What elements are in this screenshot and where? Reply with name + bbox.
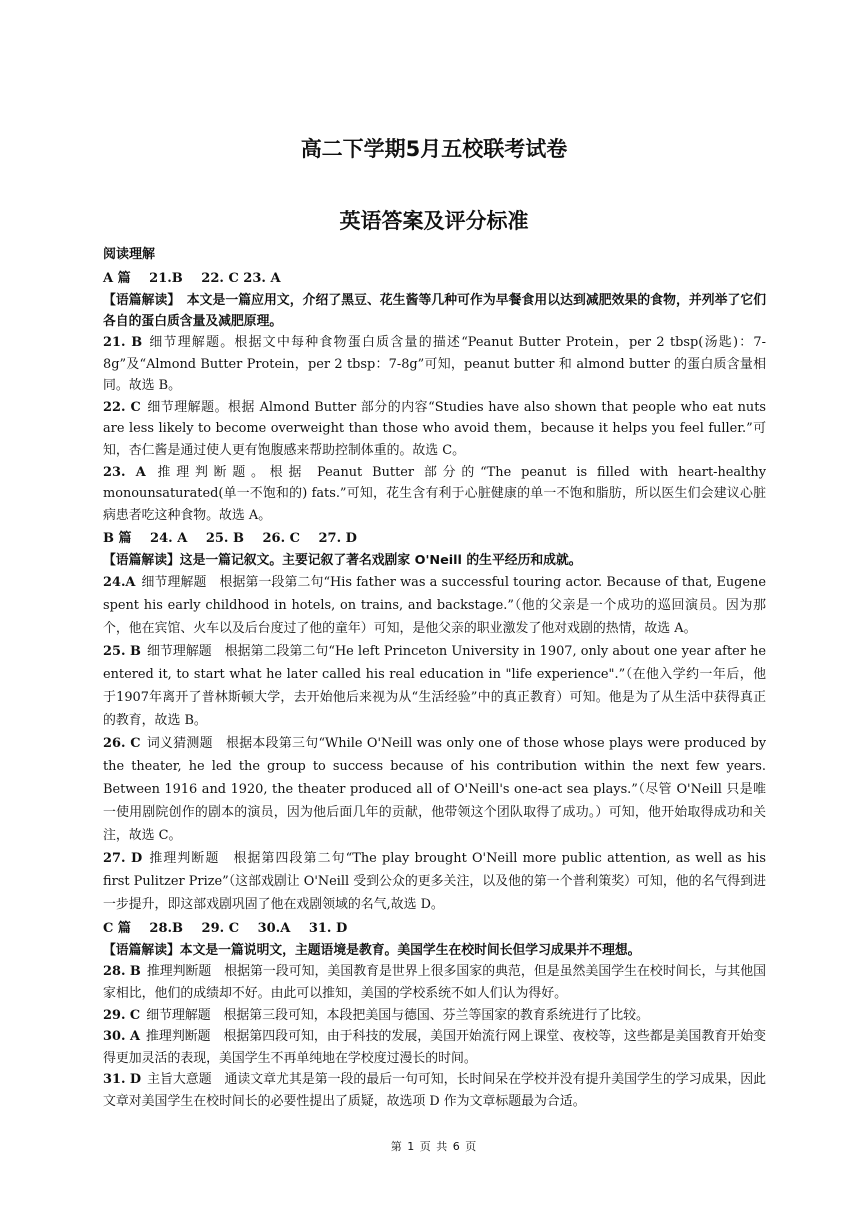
question-explanation (103, 332, 766, 397)
question-number: 21. B (103, 335, 143, 350)
explanation-text: 细节理解题。根据 Almond Butter 部分的内容“Studies have also shown that people who eat nuts are less likely to become overweight than those who avoid them，because it helps you feel fuller.”可知，杏仁酱是通过使人更有饱腹感来帮助控制体重的。故选 C。 (103, 399, 766, 458)
explanation-text: 细节理解题 根据第一段第二句“His father was a successful touring actor. Because of that, Eugene spent his early childhood in hotels, on trains, and backstage.”（他的父亲是一个成功的巡回演员。因为那个，他在宾馆、火车以及后台度过了他的童年）可知，是他父亲的职业激发了他对戏剧的热情，故选 A。 (103, 575, 766, 637)
question-explanation (103, 640, 766, 732)
explanation-text: 推理判断题。根据 Peanut Butter 部分的“The peanut is filled with heart-healthy monounsaturated(单一不饱和的) fats.”可知，花生含有利于心脏健康的单一不饱和脂肪，所以医生们会建议心脏病患者吃这种食物。故选 A。 (103, 464, 766, 523)
question-number: 26. C (103, 736, 141, 752)
question-number: 25. B (103, 644, 141, 660)
page-subtitle: 英语答案及评分标准 (339, 209, 529, 233)
question-number: 28. B (103, 964, 141, 980)
answer-value: 24. A (150, 531, 188, 547)
passage-label: A 篇 (103, 271, 131, 286)
question-explanation (103, 1026, 766, 1069)
question-explanation (103, 1005, 766, 1027)
answer-key-line (103, 918, 766, 940)
question-number: 22. C (103, 399, 141, 415)
question-explanation (103, 1069, 766, 1112)
explanation-text: 词义猜测题 根据本段第三句“While O'Neill was only one of those whose plays were produced by the theater, he led the group to success because of his contribution within the next few years. Between 1916 and 1920, the theater produced all of O'Neill's one-act sea plays.”（尽管 O'Neill 只是唯一使用剧院创作的剧本的演员，因为他后面几年的贡献，他带领这个团队取得了成功。）可知，他开始取得成功和关注，故选 C。 (103, 736, 766, 844)
explanation-text: 主旨大意题 通读文章尤其是第一段的最后一句可知，长时间呆在学校并没有提升美国学生的学习成果，因此文章对美国学生在校时间长的必要性提出了质疑，故选项 D 作为文章标题最为合适。 (103, 1072, 767, 1109)
question-explanation (103, 732, 766, 847)
question-explanation (103, 961, 766, 1004)
passage-label: B 篇 (103, 531, 132, 547)
page-footer: 第 1 页 共 6 页 (390, 1140, 478, 1153)
answer-value: 25. B (205, 531, 244, 547)
answer-value: 21.B (149, 271, 183, 286)
passage-c (103, 918, 766, 1112)
question-explanation (103, 462, 766, 527)
explanation-text: 细节理解题。根据文中每种食物蛋白质含量的描述“Peanut Butter Protein，per 2 tbsp(汤匙)：7-8g”及“Almond Butter Protein，per 2 tbsp：7-8g”可知，peanut butter 和 almond butter 的蛋白质含量相同。故选 B。 (103, 335, 766, 394)
answer-value: 26. C (262, 531, 300, 547)
explanation-text: 细节理解题 根据第二段第二句“He left Princeton University in 1907, only about one year after he entered it, to start what he later called his real education in "life experience".”（在他入学约一年后，他于1907年离开了普林斯顿大学，去开始他后来视为从“生活经验”中的真正教育）可知。他是为了从生活中获得真正的教育，故选 B。 (103, 644, 767, 729)
passage-intro: 【语篇解读】 本文是一篇应用文，介绍了黑豆、花生酱等几种可作为早餐食用以达到减肥效果的食物，并列举了它们各自的蛋白质含量及减肥原理。 (103, 293, 766, 329)
answer-key-line (103, 268, 766, 290)
explanation-text: 推理判断题 根据第一段可知，美国教育是世界上很多国家的典范，但是虽然美国学生在校时间长，与其他国家相比，他们的成绩却不好。由此可以推知，美国的学校系统不如人们认为得好。 (103, 964, 767, 1001)
explanation-text: 推理判断题 根据第四段第二句“The play brought O'Neill more public attention, as well as his first Pulitzer Prize”（这部戏剧让 O'Neill 受到公众的更多关注，以及他的第一个普利策奖）可知，他的名气得到进一步提升，即这部戏剧巩固了他在戏剧领域的名气,故选 D。 (103, 851, 767, 913)
answer-value: 30.A (257, 921, 291, 937)
question-explanation (103, 397, 766, 462)
explanation-text: 细节理解题 根据第三段可知，本段把美国与德国、芬兰等国家的教育系统进行了比较。 (146, 1007, 649, 1023)
answer-value: 22. C 23. A (201, 271, 281, 286)
answer-value: 31. D (308, 921, 348, 937)
question-number: 29. C (103, 1007, 141, 1023)
answer-key-line (103, 528, 766, 550)
question-number: 23. A (103, 464, 146, 480)
passage-intro: 【语篇解读】本文是一篇说明文，主题语境是教育。美国学生在校时间长但学习成果并不理想。 (103, 943, 641, 959)
passage-b (103, 528, 766, 916)
question-explanation (103, 571, 766, 640)
question-number: 31. D (103, 1072, 142, 1088)
question-number: 27. D (103, 851, 143, 867)
question-number: 30. A (103, 1029, 140, 1045)
section-heading: 阅读理解 (103, 247, 156, 262)
explanation-text: 推理判断题 根据第四段可知，由于科技的发展，美国开始流行网上课堂、夜校等，这些都是美国教育开始变得更加灵活的表现，美国学生不再单纯地在学校度过漫长的时间。 (103, 1029, 767, 1066)
passage-a (103, 268, 766, 526)
answer-value: 27. D (318, 531, 357, 547)
answer-value: 29. C (201, 921, 240, 937)
question-number: 24.A (103, 575, 136, 591)
question-explanation (103, 847, 766, 916)
answer-value: 28.B (149, 921, 184, 937)
page-title: 高二下学期5月五校联考试卷 (300, 137, 568, 161)
passage-intro: 【语篇解读】这是一篇记叙文。主要记叙了著名戏剧家 O'Neill 的生平经历和成就。 (103, 553, 582, 569)
passage-label: C 篇 (103, 921, 131, 937)
answer-content (103, 244, 766, 1113)
